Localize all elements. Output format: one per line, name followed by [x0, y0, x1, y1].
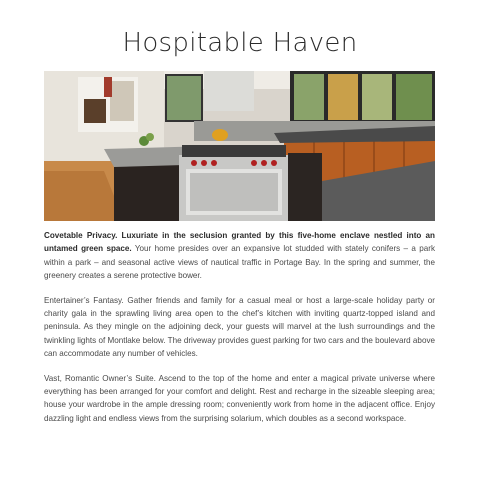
section-entertainer — [44, 294, 435, 361]
section-privacy — [44, 229, 435, 283]
section-body: Vast, Romantic Owner’s Suite. Ascend to the top of the home and enter a magical private universe where everything has been arranged for your comfort and delight. Rest and recharge in the sizeable sleeping area; house your wardrobe in the ample dressing room; conveniently work from home in the adjacent office. Enjoy dazzling light and endless views from the surprising solarium, which doubles as a second workspace. — [44, 373, 435, 423]
kitchen-photo — [44, 71, 435, 221]
description-copy — [44, 229, 435, 436]
page-title: Hospitable Haven — [122, 28, 358, 58]
section-body: Your home presides over an expansive lot studded with stately conifers – a park within a park – and seasonal active views of nautical traffic in Portage Bay. In the spring and summer, the greenery creates a serene protective bower. — [44, 244, 435, 281]
section-lead: Covetable Privacy. Luxuriate in the seclusion granted by this five-home enclave nestled into an untamed green space. — [44, 231, 435, 254]
kitchen-illustration — [44, 71, 435, 221]
section-body: Entertainer’s Fantasy. Gather friends and family for a casual meal or host a large-scale holiday party or charity gala in the sprawling living area open to the chef’s kitchen with inviting quartz-topped island and peninsula. As they mingle on the adjoining deck, your guests will marvel at the lush surroundings and the twinkling lights of Montlake below. The driveway provides guest parking for two cars and the boulevard above can accommodate any number of vehicles. — [44, 295, 435, 359]
section-owners-suite — [44, 372, 435, 426]
